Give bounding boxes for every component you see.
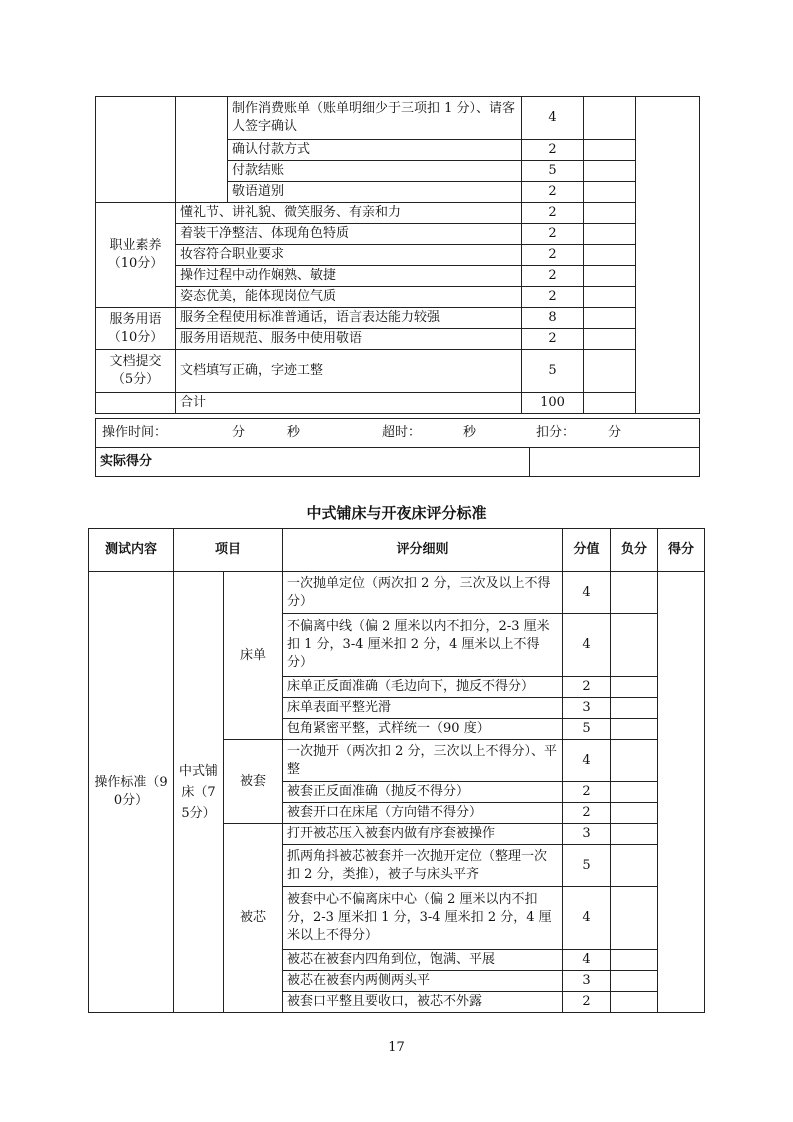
detail-cell: 着装干净整洁、体现角色特质 <box>176 224 522 245</box>
table-row <box>89 572 705 614</box>
page-number: 17 <box>388 1040 405 1055</box>
minus-cell <box>611 971 658 992</box>
minus-cell <box>584 161 636 182</box>
time-score-table <box>95 418 700 477</box>
score-cell: 2 <box>522 182 584 203</box>
header-content: 测试内容 <box>89 529 174 572</box>
detail-cell: 抓两角抖被芯被套并一次抛开定位（整理一次扣 2 分，类推），被子与床头平齐 <box>283 845 563 887</box>
table-row <box>96 329 700 350</box>
minus-cell <box>584 287 636 308</box>
score-cell: 2 <box>522 266 584 287</box>
minus-cell <box>611 740 658 782</box>
minute-label: 分 <box>232 425 246 440</box>
detail-cell: 不偏离中线（偏 2 厘米以内不扣分，2-3 厘米扣 1 分，3-4 厘米扣 2 分，4 厘米以上不得分） <box>283 614 563 677</box>
score-cell: 2 <box>522 224 584 245</box>
item-cell-empty <box>176 97 228 203</box>
minus-cell <box>611 992 658 1013</box>
minus-cell <box>584 245 636 266</box>
get-cell <box>658 572 705 1013</box>
minus-cell <box>611 698 658 719</box>
header-row <box>89 529 705 572</box>
score-cell: 2 <box>563 803 611 824</box>
detail-cell: 床单正反面准确（毛边向下，抛反不得分） <box>283 677 563 698</box>
deduct-label: 扣分： <box>536 425 576 440</box>
score-cell: 2 <box>522 203 584 224</box>
minus-cell <box>611 887 658 950</box>
score-cell: 3 <box>563 971 611 992</box>
score-cell: 2 <box>522 329 584 350</box>
overtime-second-label: 秒 <box>463 425 477 440</box>
score-cell: 2 <box>522 140 584 161</box>
minus-cell <box>584 97 636 140</box>
deduct-unit-label: 分 <box>608 425 622 440</box>
category-document: 文档提交（5分） <box>96 350 176 393</box>
actual-score-row <box>96 448 700 477</box>
category-operation-standard: 操作标准（90分） <box>89 572 174 1013</box>
minus-cell <box>584 203 636 224</box>
score-cell: 2 <box>563 992 611 1013</box>
score-cell: 4 <box>563 887 611 950</box>
minus-cell <box>611 677 658 698</box>
header-item: 项目 <box>174 529 283 572</box>
detail-cell: 文档填写正确，字迹工整 <box>176 350 522 393</box>
minus-cell <box>584 393 636 414</box>
detail-cell: 妆容符合职业要求 <box>176 245 522 266</box>
group-sheet: 床单 <box>224 572 283 740</box>
score-cell: 4 <box>522 97 584 140</box>
total-score: 100 <box>522 393 584 414</box>
category-service-language: 服务用语（10分） <box>96 308 176 350</box>
score-cell: 2 <box>522 245 584 266</box>
score-cell: 2 <box>522 287 584 308</box>
score-cell: 8 <box>522 308 584 329</box>
table-row <box>96 308 700 329</box>
detail-cell: 付款结账 <box>228 161 522 182</box>
second-label: 秒 <box>287 425 301 440</box>
minus-cell <box>611 950 658 971</box>
subcategory-chinese-bed: 中式铺床（75分） <box>174 572 224 1013</box>
minus-cell <box>584 140 636 161</box>
score-cell: 5 <box>522 161 584 182</box>
header-score: 分值 <box>563 529 611 572</box>
bed-making-scoring-table <box>88 528 705 1013</box>
score-cell: 5 <box>563 845 611 887</box>
total-label: 合计 <box>176 393 522 414</box>
detail-cell: 操作过程中动作娴熟、敏捷 <box>176 266 522 287</box>
minus-cell <box>584 224 636 245</box>
detail-cell: 床单表面平整光滑 <box>283 698 563 719</box>
scoring-table-continued <box>95 96 700 414</box>
detail-cell: 被套开口在床尾（方向错不得分） <box>283 803 563 824</box>
minus-cell <box>611 614 658 677</box>
detail-cell: 一次抛开（两次扣 2 分，三次以上不得分）、平整 <box>283 740 563 782</box>
category-cell-empty <box>96 97 176 203</box>
header-get: 得分 <box>658 529 705 572</box>
detail-cell: 打开被芯压入被套内做有序套被操作 <box>283 824 563 845</box>
minus-cell <box>611 824 658 845</box>
score-cell: 2 <box>563 677 611 698</box>
operation-time-label: 操作时间： <box>102 425 168 440</box>
score-cell: 3 <box>563 698 611 719</box>
detail-cell: 确认付款方式 <box>228 140 522 161</box>
table-row <box>96 97 700 140</box>
score-cell: 4 <box>563 572 611 614</box>
detail-cell: 被套口平整且要收口，被芯不外露 <box>283 992 563 1013</box>
actual-score-label: 实际得分 <box>96 448 530 477</box>
table-row <box>96 224 700 245</box>
actual-score-value <box>530 448 700 477</box>
minus-cell <box>584 182 636 203</box>
detail-cell: 被套中心不偏离床中心（偏 2 厘米以内不扣分，2-3 厘米扣 1 分，3-4 厘米扣 2 分，4 厘米以上不得分） <box>283 887 563 950</box>
table-row <box>96 350 700 393</box>
group-duvet-insert: 被芯 <box>224 824 283 1013</box>
total-row <box>96 393 700 414</box>
minus-cell <box>611 782 658 803</box>
score-cell: 4 <box>563 950 611 971</box>
total-empty-cell <box>96 393 176 414</box>
detail-cell: 一次抛单定位（两次扣 2 分，三次及以上不得分） <box>283 572 563 614</box>
detail-cell: 包角紧密平整，式样统一（90 度） <box>283 719 563 740</box>
overtime-label: 超时： <box>382 425 422 440</box>
operation-time-row <box>96 419 700 448</box>
get-cell <box>636 97 700 414</box>
detail-cell: 懂礼节、讲礼貌、微笑服务、有亲和力 <box>176 203 522 224</box>
header-detail: 评分细则 <box>283 529 563 572</box>
score-cell: 5 <box>563 719 611 740</box>
page-title: 中式铺床与开夜床评分标准 <box>306 504 487 522</box>
detail-cell: 服务用语规范、服务中使用敬语 <box>176 329 522 350</box>
minus-cell <box>611 719 658 740</box>
detail-cell: 被套正反面准确（抛反不得分） <box>283 782 563 803</box>
table-row <box>96 266 700 287</box>
detail-cell: 被芯在被套内四角到位，饱满、平展 <box>283 950 563 971</box>
score-cell: 4 <box>563 614 611 677</box>
detail-cell: 敬语道别 <box>228 182 522 203</box>
header-minus: 负分 <box>611 529 658 572</box>
score-cell: 2 <box>563 782 611 803</box>
table-row <box>96 245 700 266</box>
minus-cell <box>584 308 636 329</box>
minus-cell <box>611 803 658 824</box>
group-duvet-cover: 被套 <box>224 740 283 824</box>
table-row <box>96 287 700 308</box>
score-cell: 5 <box>522 350 584 393</box>
detail-cell: 制作消费账单（账单明细少于三项扣 1 分）、请客人签字确认 <box>228 97 522 140</box>
minus-cell <box>584 329 636 350</box>
minus-cell <box>584 266 636 287</box>
minus-cell <box>584 350 636 393</box>
category-professionalism: 职业素养（10分） <box>96 203 176 308</box>
score-cell: 4 <box>563 740 611 782</box>
minus-cell <box>611 845 658 887</box>
score-cell: 3 <box>563 824 611 845</box>
table-row <box>96 203 700 224</box>
detail-cell: 服务全程使用标准普通话，语言表达能力较强 <box>176 308 522 329</box>
minus-cell <box>611 572 658 614</box>
detail-cell: 姿态优美，能体现岗位气质 <box>176 287 522 308</box>
detail-cell: 被芯在被套内两侧两头平 <box>283 971 563 992</box>
